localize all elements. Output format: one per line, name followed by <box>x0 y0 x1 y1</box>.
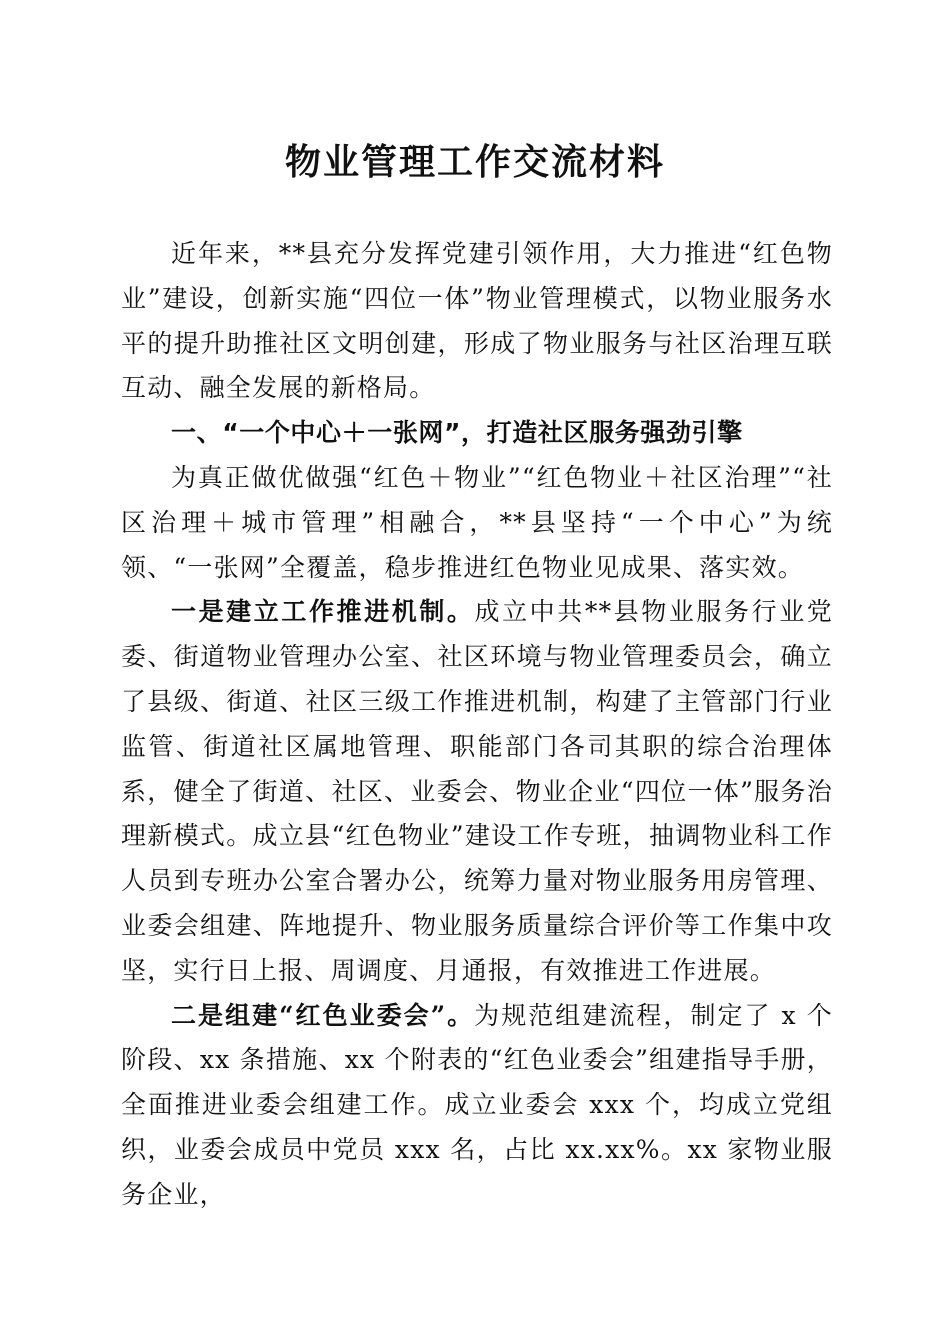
item-2-body: 为规范组建流程，制定了 x 个阶段、xx 条措施、xx 个附表的“红色业委会”组建指导手册，全面推进业委会组建工作。成立业委会 xxx 个，均成立党组织，业委会成员中党员 xxx 名，占比 xx.xx%。xx 家物业服务企业， <box>121 1000 833 1209</box>
section-1-heading: 一、“一个中心＋一张网”，打造社区服务强劲引擎 <box>171 418 743 448</box>
item-1-body: 成立中共**县物业服务行业党委、街道物业管理办公室、社区环境与物业管理委员会，确立了县级、街道、社区三级工作推进机制，构建了主管部门行业监管、街道社区属地管理、职能部门各司其职的综合治理体系，健全了街道、社区、业委会、物业企业“四位一体”服务治理新模式。成立县“红色物业”建设工作专班，抽调物业科工作人员到专班办公室合署办公，统筹力量对物业服务用房管理、业委会组建、阵地提升、物业服务质量综合评价等工作集中攻坚，实行日上报、周调度、月通报，有效推进工作进展。 <box>121 597 833 985</box>
intro-paragraph: 近年来，**县充分发挥党建引领作用，大力推进“红色物业”建设，创新实施“四位一体”物业管理模式，以物业服务水平的提升助推社区文明创建，形成了物业服务与社区治理互联互动、融全发展的新格局。 <box>121 239 833 403</box>
document-title: 物业管理工作交流材料 <box>284 141 665 183</box>
item-1-lead: 一是建立工作推进机制。 <box>171 597 475 627</box>
document-body <box>121 232 833 1218</box>
item-2-lead: 二是组建“红色业委会”。 <box>171 1000 475 1030</box>
section-1-paragraph: 为真正做优做强“红色＋物业”“红色物业＋社区治理”“社区治理＋城市管理”相融合，**县坚持“一个中心”为统领、“一张网”全覆盖，稳步推进红色物业见成果、落实效。 <box>121 462 833 582</box>
item-1-paragraph <box>121 590 833 993</box>
item-2-paragraph <box>121 994 833 1218</box>
